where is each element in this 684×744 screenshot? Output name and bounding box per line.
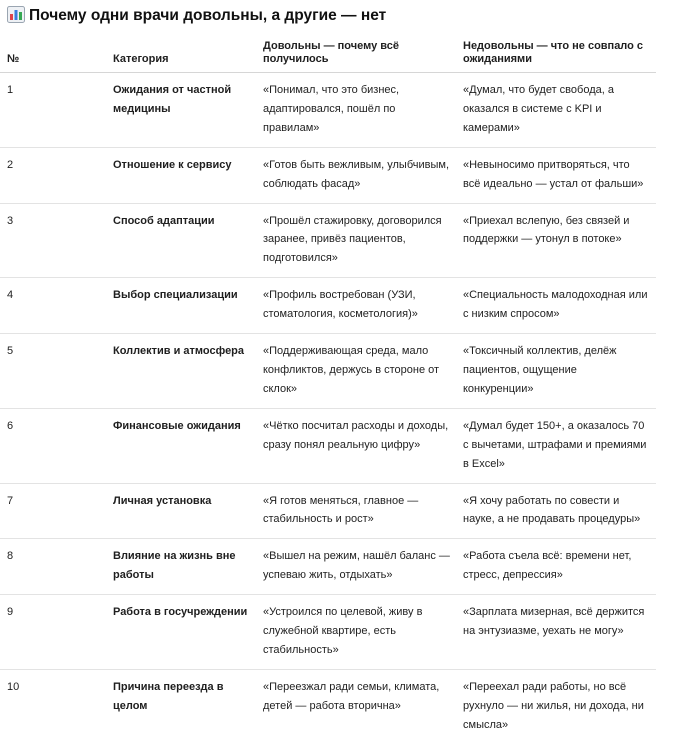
table-row bbox=[0, 539, 656, 595]
row-number: 2 bbox=[0, 147, 106, 203]
table-row bbox=[0, 203, 656, 278]
column-header-unsatisfied: Недовольны — что не совпало с ожиданиями bbox=[456, 38, 656, 73]
row-category: Отношение к сервису bbox=[106, 147, 256, 203]
row-unsatisfied: «Невыносимо притворяться, что всё идеально — устал от фальши» bbox=[456, 147, 656, 203]
table-header-row bbox=[0, 38, 656, 73]
row-category: Влияние на жизнь вне работы bbox=[106, 539, 256, 595]
row-category: Коллектив и атмосфера bbox=[106, 334, 256, 409]
row-number: 9 bbox=[0, 595, 106, 670]
row-category: Финансовые ожидания bbox=[106, 408, 256, 483]
row-category: Личная установка bbox=[106, 483, 256, 539]
row-unsatisfied: «Работа съела всё: времени нет, стресс, депрессия» bbox=[456, 539, 656, 595]
table-row bbox=[0, 483, 656, 539]
bar-chart-icon bbox=[7, 6, 25, 23]
row-unsatisfied: «Думал, что будет свобода, а оказался в системе с KPI и камерами» bbox=[456, 73, 656, 148]
table-row bbox=[0, 595, 656, 670]
table-row bbox=[0, 278, 656, 334]
row-satisfied: «Я готов меняться, главное — стабильность и рост» bbox=[256, 483, 456, 539]
row-category: Причина переезда в целом bbox=[113, 680, 224, 712]
row-number: 3 bbox=[0, 203, 106, 278]
column-header-satisfied: Довольны — почему всё получилось bbox=[256, 38, 456, 73]
table-row bbox=[0, 669, 656, 743]
row-satisfied: «Вышел на режим, нашёл баланс — успеваю жить, отдыхать» bbox=[256, 539, 456, 595]
row-number: 4 bbox=[0, 278, 106, 334]
row-category: Работа в госучреждении bbox=[106, 595, 256, 670]
row-category: Ожидания от частной медицины bbox=[106, 73, 256, 148]
row-satisfied: «Понимал, что это бизнес, адаптировался, пошёл по правилам» bbox=[256, 73, 456, 148]
row-unsatisfied: «Приехал вслепую, без связей и поддержки — утонул в потоке» bbox=[456, 203, 656, 278]
table-row bbox=[0, 408, 656, 483]
row-satisfied: «Профиль востребован (УЗИ, стоматология, косметология)» bbox=[256, 278, 456, 334]
row-satisfied: «Устроился по целевой, живу в служебной квартире, есть стабильность» bbox=[256, 595, 456, 670]
table-row bbox=[0, 334, 656, 409]
row-category: Выбор специализации bbox=[106, 278, 256, 334]
comparison-table bbox=[0, 38, 656, 744]
row-satisfied: «Переезжал ради семьи, климата, детей — работа вторична» bbox=[263, 680, 440, 712]
row-number: 5 bbox=[0, 334, 106, 409]
row-number: 7 bbox=[0, 483, 106, 539]
row-number: 6 bbox=[0, 408, 106, 483]
column-header-number: № bbox=[0, 38, 106, 73]
row-satisfied: «Готов быть вежливым, улыбчивым, соблюдать фасад» bbox=[256, 147, 456, 203]
column-header-category: Категория bbox=[106, 38, 256, 73]
table-row bbox=[0, 147, 656, 203]
row-number: 8 bbox=[0, 539, 106, 595]
row-unsatisfied: «Думал будет 150+, а оказалось 70 с вычетами, штрафами и премиями в Excel» bbox=[456, 408, 656, 483]
row-unsatisfied: «Токсичный коллектив, делёж пациентов, ощущение конкуренции» bbox=[456, 334, 656, 409]
row-satisfied: «Поддерживающая среда, мало конфликтов, держусь в стороне от склок» bbox=[256, 334, 456, 409]
row-number: 10 bbox=[7, 680, 20, 693]
table-row bbox=[0, 73, 656, 148]
row-category: Способ адаптации bbox=[106, 203, 256, 278]
row-satisfied: «Чётко посчитал расходы и доходы, сразу понял реальную цифру» bbox=[256, 408, 456, 483]
row-number: 1 bbox=[0, 73, 106, 148]
row-unsatisfied: «Я хочу работать по совести и науке, а не продавать процедуры» bbox=[456, 483, 656, 539]
row-satisfied: «Прошёл стажировку, договорился заранее, привёз пациентов, подготовился» bbox=[256, 203, 456, 278]
row-unsatisfied: «Специальность малодоходная или с низким спросом» bbox=[456, 278, 656, 334]
row-unsatisfied: «Переехал ради работы, но всё рухнуло — ни жилья, ни дохода, ни смысла» bbox=[463, 680, 644, 731]
row-unsatisfied: «Зарплата мизерная, всё держится на энтузиазме, уехать не могу» bbox=[456, 595, 656, 670]
page-title-text: Почему одни врачи довольны, а другие — нет bbox=[29, 7, 387, 24]
page-title bbox=[7, 5, 386, 27]
